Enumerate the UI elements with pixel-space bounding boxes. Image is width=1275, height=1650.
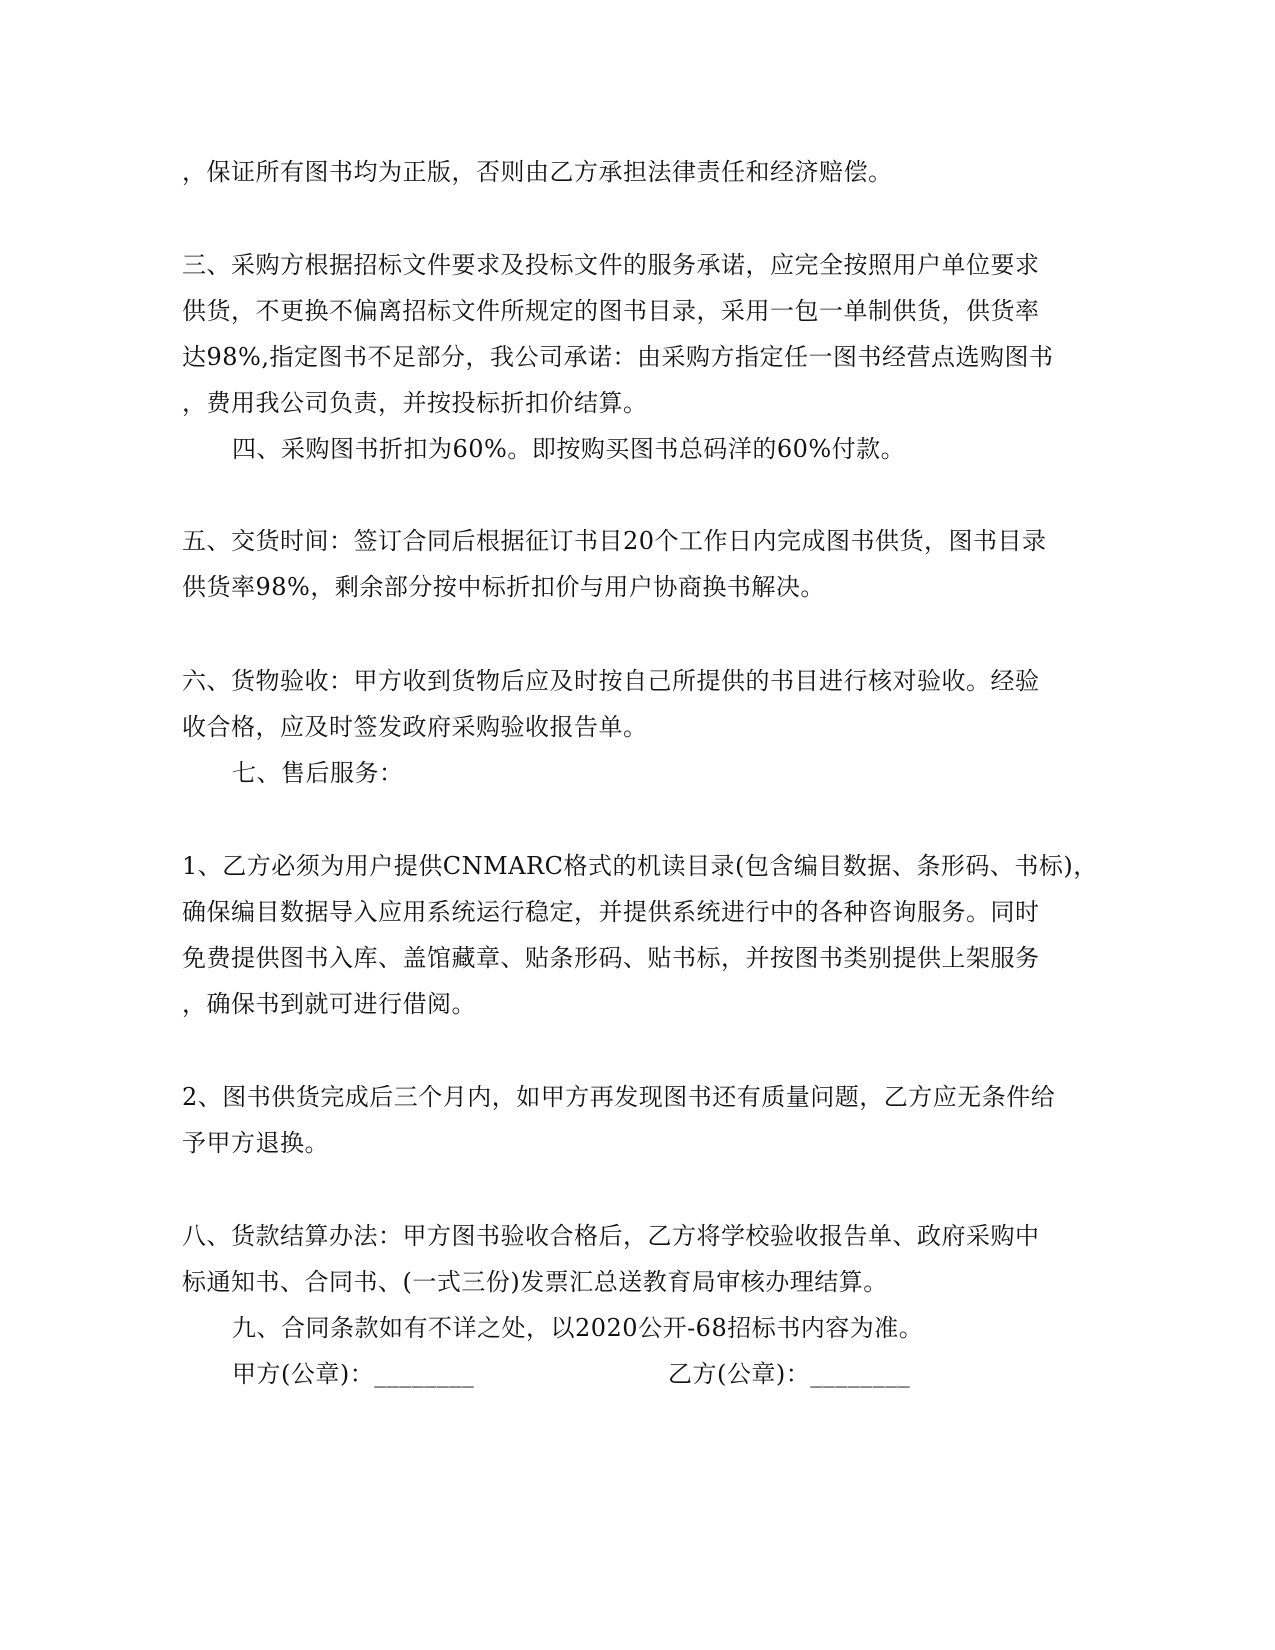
paragraph-line: 九、合同条款如有不详之处，以2020公开-68招标书内容为准。 (232, 1314, 924, 1342)
paragraph-line: 标通知书、合同书、(一式三份)发票汇总送教育局审核办理结算。 (182, 1268, 888, 1296)
section-heading: 七、售后服务： (232, 759, 404, 787)
paragraph-line: 八、货款结算办法：甲方图书验收合格后，乙方将学校验收报告单、政府采购中 (182, 1222, 1040, 1250)
paragraph-line: 四、采购图书折扣为60%。即按购买图书总码洋的60%付款。 (232, 435, 906, 463)
paragraph-line: 收合格，应及时签发政府采购验收报告单。 (182, 713, 648, 741)
party-b-seal-field: 乙方(公章)：________ (668, 1360, 911, 1388)
paragraph-line: 确保编目数据导入应用系统运行稳定，并提供系统进行中的各种咨询服务。同时 (182, 898, 1040, 926)
paragraph-line: 供货率98%，剩余部分按中标折扣价与用户协商换书解决。 (182, 573, 825, 601)
paragraph-line: 五、交货时间：签订合同后根据征订书目20个工作日内完成图书供货，图书目录 (182, 527, 1047, 555)
paragraph-line: 免费提供图书入库、盖馆藏章、贴条形码、贴书标，并按图书类别提供上架服务 (182, 944, 1040, 972)
paragraph-line: 六、货物验收：甲方收到货物后应及时按自己所提供的书目进行核对验收。经验 (182, 667, 1040, 695)
party-a-seal-field: 甲方(公章)：________ (232, 1360, 475, 1388)
paragraph-line: 三、采购方根据招标文件要求及投标文件的服务承诺，应完全按照用户单位要求 (182, 251, 1040, 279)
paragraph-line: 予甲方退换。 (182, 1129, 329, 1157)
paragraph-line: ，保证所有图书均为正版，否则由乙方承担法律责任和经济赔偿。 (182, 158, 893, 186)
paragraph-line: 供货，不更换不偏离招标文件所规定的图书目录，采用一包一单制供货，供货率 (182, 297, 1040, 325)
paragraph-line: ，费用我公司负责，并按投标折扣价结算。 (182, 389, 648, 417)
paragraph-line: 2、图书供货完成后三个月内，如甲方再发现图书还有质量问题，乙方应无条件给 (182, 1083, 1056, 1111)
paragraph-line: ，确保书到就可进行借阅。 (182, 990, 476, 1018)
paragraph-line: 达98%,指定图书不足部分，我公司承诺：由采购方指定任一图书经营点选购图书 (182, 343, 1054, 371)
paragraph-line: 1、乙方必须为用户提供CNMARC格式的机读目录(包含编目数据、条形码、书标)， (182, 852, 1098, 880)
